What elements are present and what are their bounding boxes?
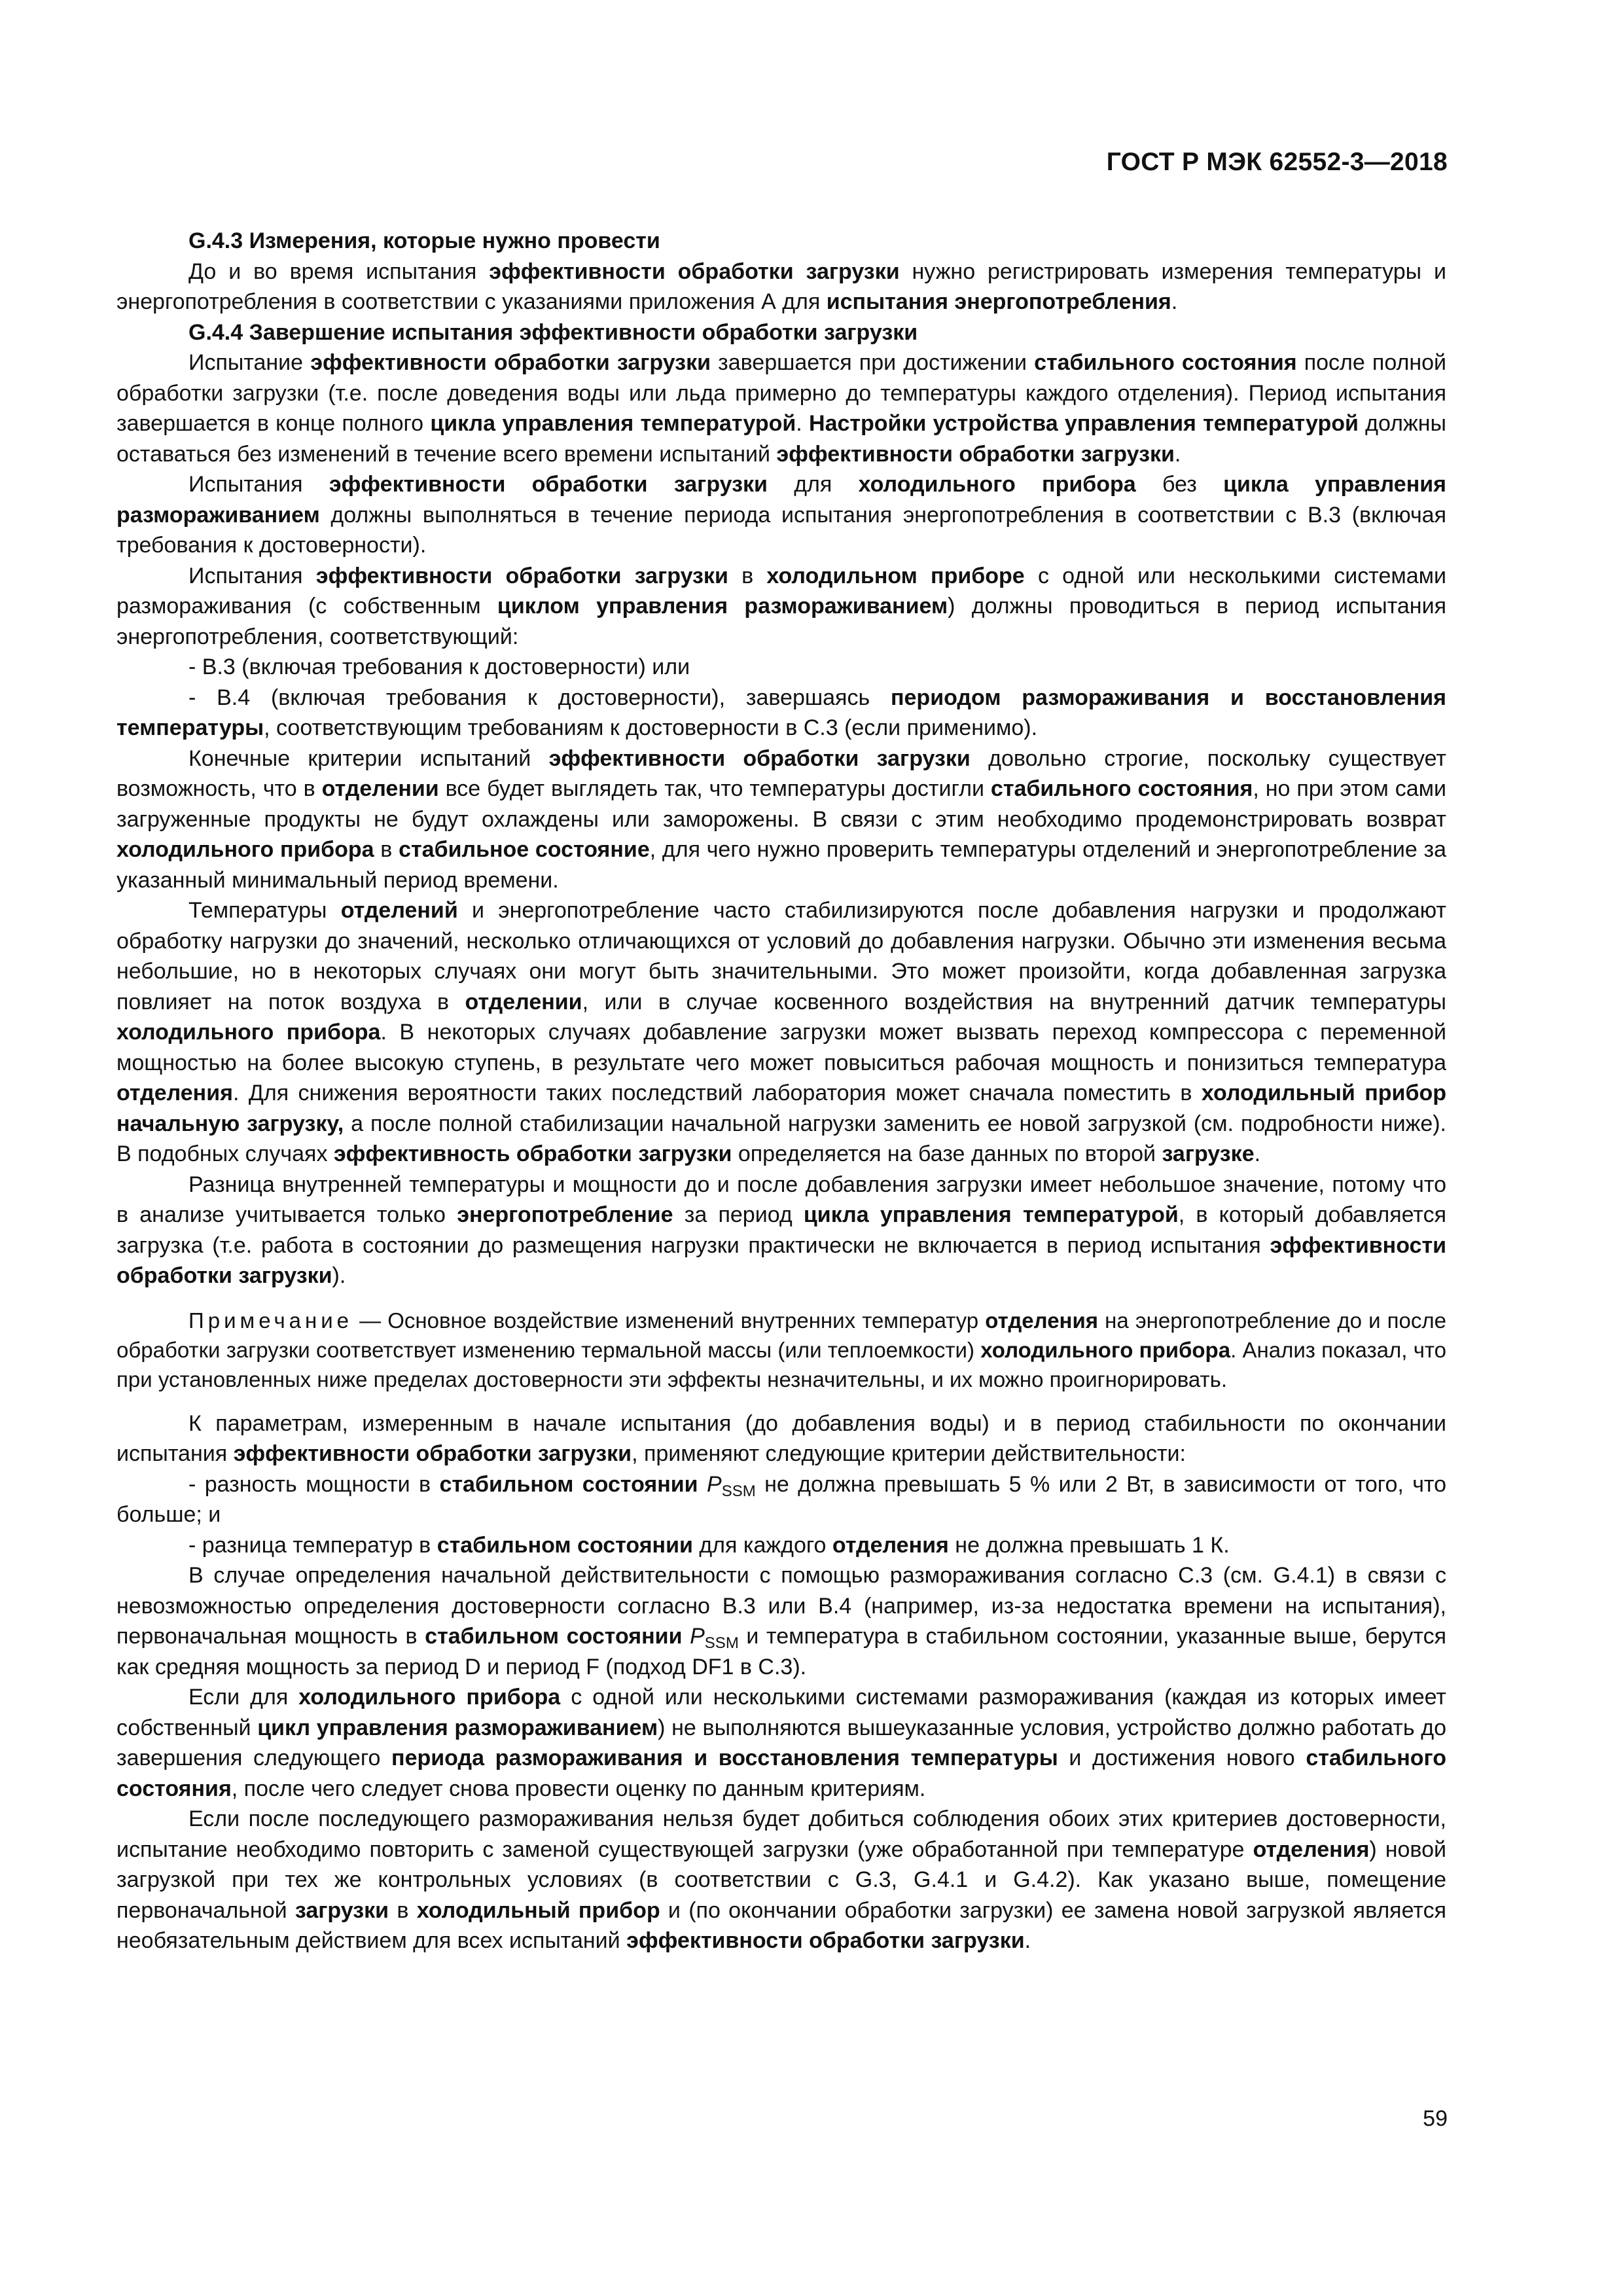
paragraph: Испытания эффективности обработки загрузки в холодильном приборе с одной или несколькими системами размораживания (с собственным циклом управления размораживанием) должны проводиться в период испытания энергопотребления, соответствующий: (116, 563, 1447, 649)
section-heading-g44: G.4.4 Завершение испытания эффективности обработки загрузки (188, 319, 918, 345)
paragraph: В случае определения начальной действительности с помощью размораживания согласно С.3 (см. G.4.1) в связи с невозможностью определения достоверности согласно В.3 или В.4 (например, из-за недостатка времени на испытания), первоначальная мощность в стабильном состоянии $P_{SSM}$ и температура в стабильном состоянии, указанные выше, берутся как средняя мощность за период D и период F (подход DF1 в С.3). (116, 1563, 1446, 1679)
list-item: - В.4 (включая требования к достоверности), завершаясь периодом размораживания и восстановления температуры, соответствующим требованиям к достоверности в С.3 (если применимо). (116, 685, 1446, 740)
paragraph: Температуры отделений и энергопотребление часто стабилизируются после добавления нагрузки и продолжают обработку нагрузки до значений, несколько отличающихся от условий до добавления нагрузки. Обычно эти изменения весьма небольшие, но в некоторых случаях они могут быть значительными. Это может произойти, когда добавленная загрузка повлияет на поток воздуха в отделении, или в случае косвенного воздействия на внутренний датчик температуры холодильного прибора. В некоторых случаях добавление загрузки может вызвать переход компрессора с переменной мощностью на более высокую ступень, в результате чего может повыситься рабочая мощность и понизиться температура отделения. Для снижения вероятности таких последствий лаборатория может сначала поместить в холодильный прибор начальную загрузку, а после полной стабилизации начальной нагрузки заменить ее новой загрузкой (см. подробности ниже). В подобных случаях эффективность обработки загрузки определяется на базе данных по второй загрузке. (116, 898, 1447, 1166)
standard-designation: ГОСТ Р МЭК 62552-3—2018 (1106, 148, 1448, 176)
paragraph: Испытания эффективности обработки загрузки для холодильного прибора без цикла управления размораживанием должны выполняться в течение периода испытания энергопотребления в соответствии с В.3 (включая требования к достоверности). (116, 472, 1446, 558)
note: Примечание — Основное воздействие изменений внутренних температур отделения на энергопотребление до и после обработки загрузки соответствует изменению термальной массы (или теплоемкости) холодильного прибора. Анализ показал, что при установленных ниже пределах достоверности эти эффекты незначительны, и их можно проигнорировать. (116, 1308, 1447, 1391)
section-heading-g43: G.4.3 Измерения, которые нужно провести (188, 228, 660, 253)
page-number: 59 (1423, 2106, 1448, 2131)
main-text (116, 226, 1446, 1956)
paragraph: К параметрам, измеренным в начале испытания (до добавления воды) и в период стабильности по окончании испытания эффективности обработки загрузки, применяют следующие критерии действительности: (116, 1410, 1446, 1466)
list-item: - В.3 (включая требования к достоверности) или (188, 655, 690, 679)
paragraph: До и во время испытания эффективности обработки загрузки нужно регистрировать измерения температуры и энергопотребления в соответствии с указаниями приложения А для испытания энергопотребления. (116, 259, 1447, 314)
paragraph: Конечные критерии испытаний эффективности обработки загрузки довольно строгие, поскольку существует возможность, что в отделении все будет выглядеть так, что температуры достигли стабильного состояния, но при этом сами загруженные продукты не будут охлаждены или заморожены. В связи с этим необходимо продемонстрировать возврат холодильного прибора в стабильное состояние, для чего нужно проверить температуры отделений и энергопотребление за указанный минимальный период времени. (116, 745, 1446, 893)
paragraph: Если для холодильного прибора с одной или несколькими системами размораживания (каждая из которых имеет собственный цикл управления размораживанием) не выполняются вышеуказанные условия, устройство должно работать до завершения следующего периода размораживания и восстановления температуры и достижения нового стабильного состояния, после чего следует снова провести оценку по данным критериям. (116, 1685, 1446, 1801)
list-item: - разность мощности в стабильном состоянии $P_{SSM}$ не должна превышать 5 % или 2 Вт, в зависимости от того, что больше; и (116, 1471, 1447, 1527)
list-item: - разница температур в стабильном состоянии для каждого отделения не должна превышать 1 К. (188, 1532, 1230, 1558)
paragraph: Испытание эффективности обработки загрузки завершается при достижении стабильного состояния после полной обработки загрузки (т.е. после доведения воды или льда примерно до температуры каждого отделения). Период испытания завершается в конце полного цикла управления температурой. Настройки устройства управления температурой должны оставаться без изменений в течение всего времени испытаний эффективности обработки загрузки. (116, 350, 1447, 467)
paragraph: Разница внутренней температуры и мощности до и после добавления загрузки имеет небольшое значение, потому что в анализе учитывается только энергопотребление за период цикла управления температурой, в который добавляется загрузка (т.е. работа в состоянии до размещения нагрузки практически не включается в период испытания эффективности обработки загрузки). (116, 1172, 1447, 1288)
note-label: Примечание (188, 1308, 353, 1333)
paragraph: Если после последующего размораживания нельзя будет добиться соблюдения обоих этих критериев достоверности, испытание необходимо повторить с заменой существующей загрузки (уже обработанной при температуре отделения) новой загрузкой при тех же контрольных условиях (в соответствии с G.3, G.4.1 и G.4.2). Как указано выше, помещение первоначальной загрузки в холодильный прибор и (по окончании обработки загрузки) ее замена новой загрузкой является необязательным действием для всех испытаний эффективности обработки загрузки. (116, 1806, 1446, 1953)
